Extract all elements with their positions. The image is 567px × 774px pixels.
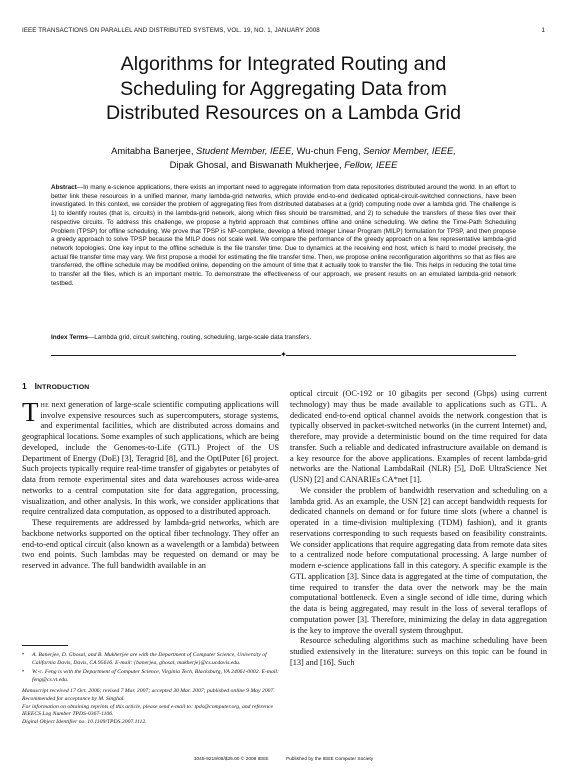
abstract-text: —In many e-science applications, there exists an important need to aggregate information from data repositories distributed around the world. In an effort to better link these resources in a unified manner, many lambda-grid networks, which provide end-to-end dedicated optical-circuit-switched connections, have been investigated. In this context, we consider the problem of aggregating files from distributed databases at a (grid) computing node over a lambda grid. The challenge is 1) to identify routes (that is, circuits) in the lambda-grid network, along which files should be transmitted, and 2) to schedule the transfers of these files over their respective circuits. To address this challenge, we propose a hybrid approach that combines offline and online scheduling. We define the Time-Path Scheduling Problem (TPSP) for offline scheduling. We prove that TPSP is NP-complete, develop a Mixed Integer Linear Program (MILP) formulation for TPSP, and then propose a greedy approach to solve TPSP because the MILP does not scale well. We compare the performance of the greedy approach on a few representative lambda-grid network topologies. One key input to the offline schedule is the file transfer time. Due to dynamics at the receiving end host, which is hard to model precisely, the actual file transfer time may vary. We first propose a model for estimating the file transfer time. Then, we propose online reconfiguration algorithms so that as files are transferred, the offline schedule may be modified online, depending on the amount of time that it actually took to transfer the file. This helps in reducing the total time to transfer all the files, which is an important metric. To demonstrate the effectiveness of our approach, we present results on an emulated lambda-grid network testbed. xyxy=(51,184,516,287)
footnote-affiliation-1-text: A. Banerjee, D. Ghosal, and B. Mukherjee are with the Department of Computer Science, University of California Davis, Davis, CA 95616. E-mail: {banerjea, ghosal, mukherje}@cs.ucdavis.edu. xyxy=(32,652,267,666)
paper-title xyxy=(30,52,537,126)
author-feng: Wu-chun Feng, xyxy=(296,145,361,156)
author-feng-role: Senior Member, IEEE, xyxy=(363,145,456,156)
title-line-3: Distributed Resources on a Lambda Grid xyxy=(105,102,462,124)
author-line-2 xyxy=(30,158,537,172)
footnote-doi: Digital Object Identifier no. 10.1109/TPDS.2007.1112. xyxy=(22,718,147,725)
title-line-2: Scheduling for Aggregating Data from xyxy=(120,77,447,100)
author-mukherjee-role: Fellow, IEEE xyxy=(344,159,398,170)
divider-line-left xyxy=(51,355,281,356)
author-banerjee: Amitabha Banerjee, xyxy=(111,145,194,156)
drop-cap: T xyxy=(22,396,39,427)
diamond-icon: ✦ xyxy=(280,350,287,359)
index-terms xyxy=(51,334,516,343)
intro-paragraph-5: Resource scheduling algorithms such as machine scheduling have been studied extensively in the literature: surveys on this topic can be found in [13] and [16]. Such xyxy=(290,636,547,667)
page-footer xyxy=(0,757,567,762)
footnote-affiliation-1 xyxy=(22,652,279,667)
bullet-icon: • xyxy=(22,669,25,676)
section-heading-introduction xyxy=(22,381,279,394)
intro-paragraph-4: We consider the problem of bandwidth reservation and scheduling on a lambda grid. As an example, the USN [2] can accept bandwidth requests for dedicated channels on demand or for future time slots (where a channel is operated in a time-division multiplexing (TDM) fashion), and it grants reservations corresponding to such requests based on feasibility constraints. We consider applications that require aggregating data from remote data sites to a centralized node before computational processing. A large number of modern e-science applications fall in this category. A specific example is the GTL application [3]. Since data is aggregated at the time of computation, the time required to transfer the data over the network may be the main computational bottleneck. Even a single second of idle time, during which the data is being aggregated, may result in the loss of several teraflops of computation power [3]. Therefore, minimizing the delay in data aggregation is the key to improve the overall system throughput. xyxy=(290,485,547,635)
index-terms-text: —Lambda grid, circuit switching, routing, scheduling, large-scale data transfers. xyxy=(87,334,312,341)
intro-paragraph-1 xyxy=(22,396,279,518)
footnote-received: Manuscript received 17 Oct. 2006; revised 7 Mar. 2007; accepted 30 Mar. 2007; published online 9 May 2007. xyxy=(22,688,275,695)
index-terms-label: Index Terms xyxy=(51,334,88,341)
left-column xyxy=(22,381,279,572)
author-banerjee-role: Student Member, IEEE, xyxy=(196,145,295,156)
intro-paragraph-1-text: next generation of large-scale scientific computing applications will involve expensive resources such as supercomputers, storage systems, and experimental facilities, which are distributed across domains and geographical locations. Some examples of such applications, which are being developed, include the Genomes-to-Life (GTL) Project of the US Department of Energy (DoE) [3], Teragrid [8], and the OptIPuter [6] project. Such projects typically require real-time transfer of gigabytes or petabytes of data from remote experimental sites and data warehouses across wide-area networks to a central computation site for data aggregation, processing, visualization, and other analysis. In this work, we consider applications that require centralized data computation, as opposed to a distributed approach. xyxy=(22,399,279,517)
title-line-1: Algorithms for Integrated Routing and xyxy=(120,53,447,75)
page-number: 1 xyxy=(541,27,545,34)
author-line-1 xyxy=(30,144,537,158)
abstract-label: Abstract xyxy=(51,184,77,191)
author-list xyxy=(30,144,537,172)
intro-first-word: he xyxy=(40,399,50,409)
footnote-manuscript-info xyxy=(22,688,279,726)
journal-name: IEEE TRANSACTIONS ON PARALLEL AND DISTRIBUTED SYSTEMS, VOL. 19, NO. 1, JANUARY 2008 xyxy=(22,27,320,34)
section-title-rest: NTRODUCTION xyxy=(37,384,90,391)
running-header xyxy=(22,27,545,37)
intro-paragraph-2: These requirements are addressed by lambda-grid networks, which are backbone networks supported on the optical fiber technology. They offer an end-to-end optical circuit (also known as a wavelength or a lambda) between two end points. Such lambdas may be requested on demand or may be reserved in advance. The full bandwidth available in an xyxy=(22,518,279,570)
footer-issn: 1045-9219/08/$25.00 © 2008 IEEE xyxy=(193,757,269,762)
intro-paragraph-3: optical circuit (OC-192 or 10 gibagits per second (Gbps) using current technology) may thus be made available to applications such as GTL. A dedicated end-to-end optical channel avoids the network congestion that is typically observed in packet-switched networks (in the current Internet) and, therefore, may provide a deterministic bound on the time required for data transfer. Such a reliable and dedicated infrastructure available on demand is a key resource for the above applications. Examples of recent lambda-grid networks are the National LambdaRail (NLR) [5], DoE UltraScience Net (USN) [2] and CANARIEs CA*net [1]. xyxy=(290,389,547,484)
footnotes xyxy=(22,649,279,726)
footer-publisher: Published by the IEEE Computer Society xyxy=(285,757,374,762)
footnote-reprints: For information on obtaining reprints of this article, please send e-mail to: tpds@computer.org, and reference IEEECS Log Number TPDS-0367-1106. xyxy=(22,703,273,718)
divider-line-right xyxy=(286,355,516,356)
footnote-affiliation-2 xyxy=(22,669,279,684)
bullet-icon: • xyxy=(22,652,25,658)
footnote-recommended: Recommended for acceptance by M. Singhal. xyxy=(22,695,125,702)
section-divider xyxy=(51,350,516,359)
right-column xyxy=(290,389,547,669)
section-number: 1 xyxy=(22,381,27,391)
author-ghosal-mukherjee: Dipak Ghosal, and Biswanath Mukherjee, xyxy=(169,159,342,170)
section-title-initial: I xyxy=(34,381,37,391)
abstract xyxy=(51,184,516,288)
footnote-affiliation-2-text: W.-c. Feng is with the Department of Computer Science, Virginia Tech, Blacksburg, VA 24061-0002. E-mail: feng@cs.vt.edu. xyxy=(32,669,279,683)
footnote-rule xyxy=(22,645,68,646)
